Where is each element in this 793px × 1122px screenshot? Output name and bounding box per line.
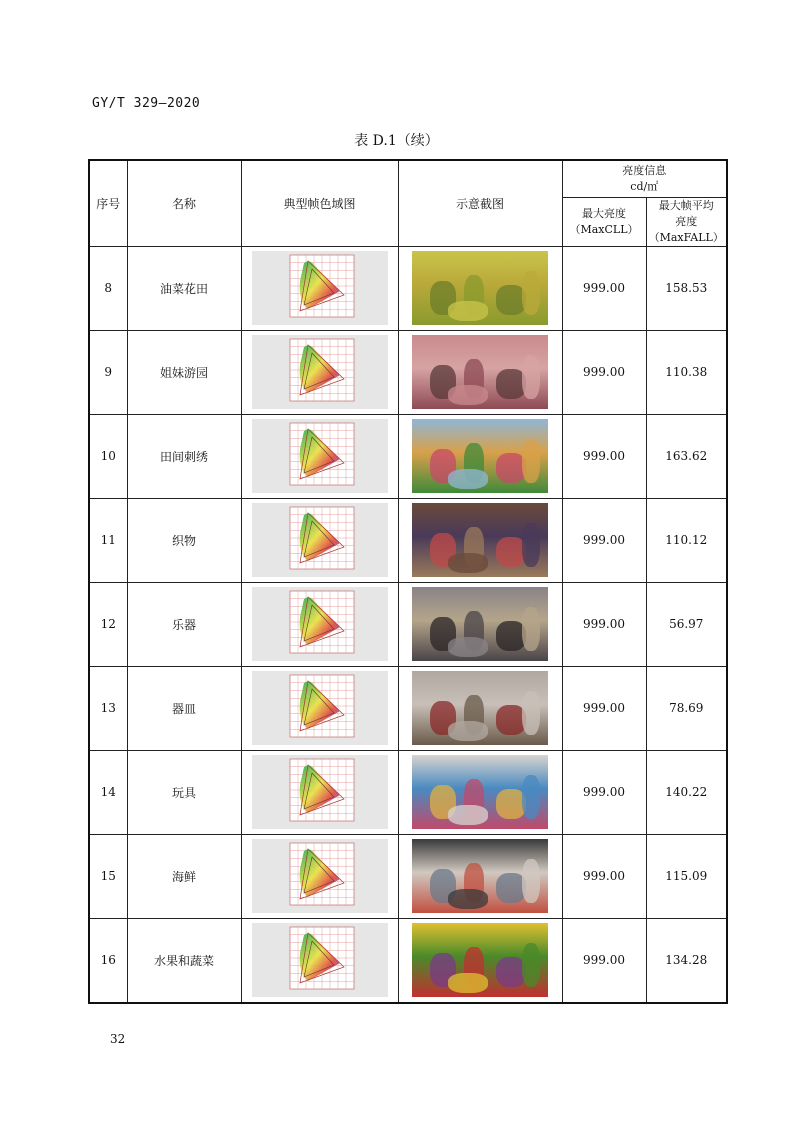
row-index: 11: [89, 498, 127, 582]
program-screenshot-image: [412, 335, 548, 409]
row-index: 13: [89, 666, 127, 750]
luminance-label: 亮度信息: [622, 163, 667, 177]
program-table: [88, 159, 728, 1004]
row-maxfall: 134.28: [646, 918, 727, 1003]
row-index: 10: [89, 414, 127, 498]
row-name: 乐器: [127, 582, 241, 666]
program-screenshot-image: [412, 587, 548, 661]
chromaticity-diagram-graphic: [252, 251, 388, 325]
chromaticity-diagram-graphic: [252, 671, 388, 745]
maxfall-abbr: （MaxFALL）: [648, 230, 724, 244]
table-row: [89, 834, 727, 918]
table-row: [89, 330, 727, 414]
page-number: 32: [110, 1032, 126, 1046]
row-name: 油菜花田: [127, 246, 241, 330]
row-maxfall: 158.53: [646, 246, 727, 330]
col-header-screenshot: 示意截图: [398, 160, 562, 246]
chromaticity-diagram-graphic: [252, 335, 388, 409]
row-name: 田间刺绣: [127, 414, 241, 498]
row-name: 水果和蔬菜: [127, 918, 241, 1003]
table-row: [89, 246, 727, 330]
program-screenshot-image: [412, 251, 548, 325]
row-name: 玩具: [127, 750, 241, 834]
col-header-gamut: 典型帧色域图: [241, 160, 398, 246]
row-name: 织物: [127, 498, 241, 582]
row-gamut-cell: [241, 330, 398, 414]
col-header-name: 名称: [127, 160, 241, 246]
col-header-index: 序号: [89, 160, 127, 246]
row-gamut-cell: [241, 834, 398, 918]
chromaticity-diagram-graphic: [252, 755, 388, 829]
chromaticity-diagram-graphic: [252, 419, 388, 493]
program-screenshot-image: [412, 419, 548, 493]
row-gamut-cell: [241, 414, 398, 498]
program-screenshot-image: [412, 755, 548, 829]
row-maxcll: 999.00: [562, 582, 646, 666]
row-name: 姐妹游园: [127, 330, 241, 414]
row-maxfall: 110.12: [646, 498, 727, 582]
maxcll-label: 最大亮度: [582, 206, 626, 220]
gamut-diagram: [252, 923, 388, 997]
program-screenshot-image: [412, 671, 548, 745]
row-maxcll: 999.00: [562, 834, 646, 918]
row-index: 15: [89, 834, 127, 918]
row-maxcll: 999.00: [562, 666, 646, 750]
program-screenshot-image: [412, 503, 548, 577]
row-name: 器皿: [127, 666, 241, 750]
row-maxcll: 999.00: [562, 918, 646, 1003]
table-row: [89, 666, 727, 750]
row-gamut-cell: [241, 582, 398, 666]
program-screenshot-image: [412, 923, 548, 997]
row-maxfall: 140.22: [646, 750, 727, 834]
row-maxfall: 110.38: [646, 330, 727, 414]
col-header-luminance: [562, 160, 727, 197]
row-gamut-cell: [241, 750, 398, 834]
row-maxcll: 999.00: [562, 414, 646, 498]
table-row: [89, 750, 727, 834]
table-row: [89, 918, 727, 1003]
row-maxfall: 56.97: [646, 582, 727, 666]
standard-code: GY/T 329—2020: [92, 96, 201, 111]
row-screenshot-cell: [398, 750, 562, 834]
luminance-unit: cd/㎡: [630, 179, 659, 193]
row-index: 16: [89, 918, 127, 1003]
gamut-diagram: [252, 503, 388, 577]
chromaticity-diagram-graphic: [252, 839, 388, 913]
chromaticity-diagram-graphic: [252, 587, 388, 661]
col-header-maxcll: [562, 197, 646, 246]
row-maxfall: 163.62: [646, 414, 727, 498]
row-screenshot-cell: [398, 666, 562, 750]
row-gamut-cell: [241, 918, 398, 1003]
row-gamut-cell: [241, 246, 398, 330]
row-index: 14: [89, 750, 127, 834]
chromaticity-diagram-graphic: [252, 923, 388, 997]
table-row: [89, 414, 727, 498]
gamut-diagram: [252, 839, 388, 913]
row-maxcll: 999.00: [562, 498, 646, 582]
row-maxcll: 999.00: [562, 246, 646, 330]
row-index: 9: [89, 330, 127, 414]
row-gamut-cell: [241, 666, 398, 750]
gamut-diagram: [252, 419, 388, 493]
row-screenshot-cell: [398, 498, 562, 582]
maxcll-abbr: （MaxCLL）: [569, 222, 639, 236]
row-maxfall: 115.09: [646, 834, 727, 918]
gamut-diagram: [252, 335, 388, 409]
row-maxcll: 999.00: [562, 330, 646, 414]
row-screenshot-cell: [398, 414, 562, 498]
row-screenshot-cell: [398, 918, 562, 1003]
chromaticity-diagram-graphic: [252, 503, 388, 577]
program-screenshot-image: [412, 839, 548, 913]
gamut-diagram: [252, 755, 388, 829]
table-row: [89, 498, 727, 582]
gamut-diagram: [252, 251, 388, 325]
row-name: 海鲜: [127, 834, 241, 918]
row-index: 8: [89, 246, 127, 330]
row-maxcll: 999.00: [562, 750, 646, 834]
row-gamut-cell: [241, 498, 398, 582]
row-screenshot-cell: [398, 582, 562, 666]
table-row: [89, 582, 727, 666]
col-header-maxfall: [646, 197, 727, 246]
gamut-diagram: [252, 671, 388, 745]
row-index: 12: [89, 582, 127, 666]
row-maxfall: 78.69: [646, 666, 727, 750]
gamut-diagram: [252, 587, 388, 661]
table-title: 表 D.1（续）: [354, 133, 439, 149]
maxfall-label-2: 亮度: [675, 214, 698, 228]
row-screenshot-cell: [398, 330, 562, 414]
maxfall-label: 最大帧平均: [658, 198, 714, 212]
row-screenshot-cell: [398, 834, 562, 918]
row-screenshot-cell: [398, 246, 562, 330]
